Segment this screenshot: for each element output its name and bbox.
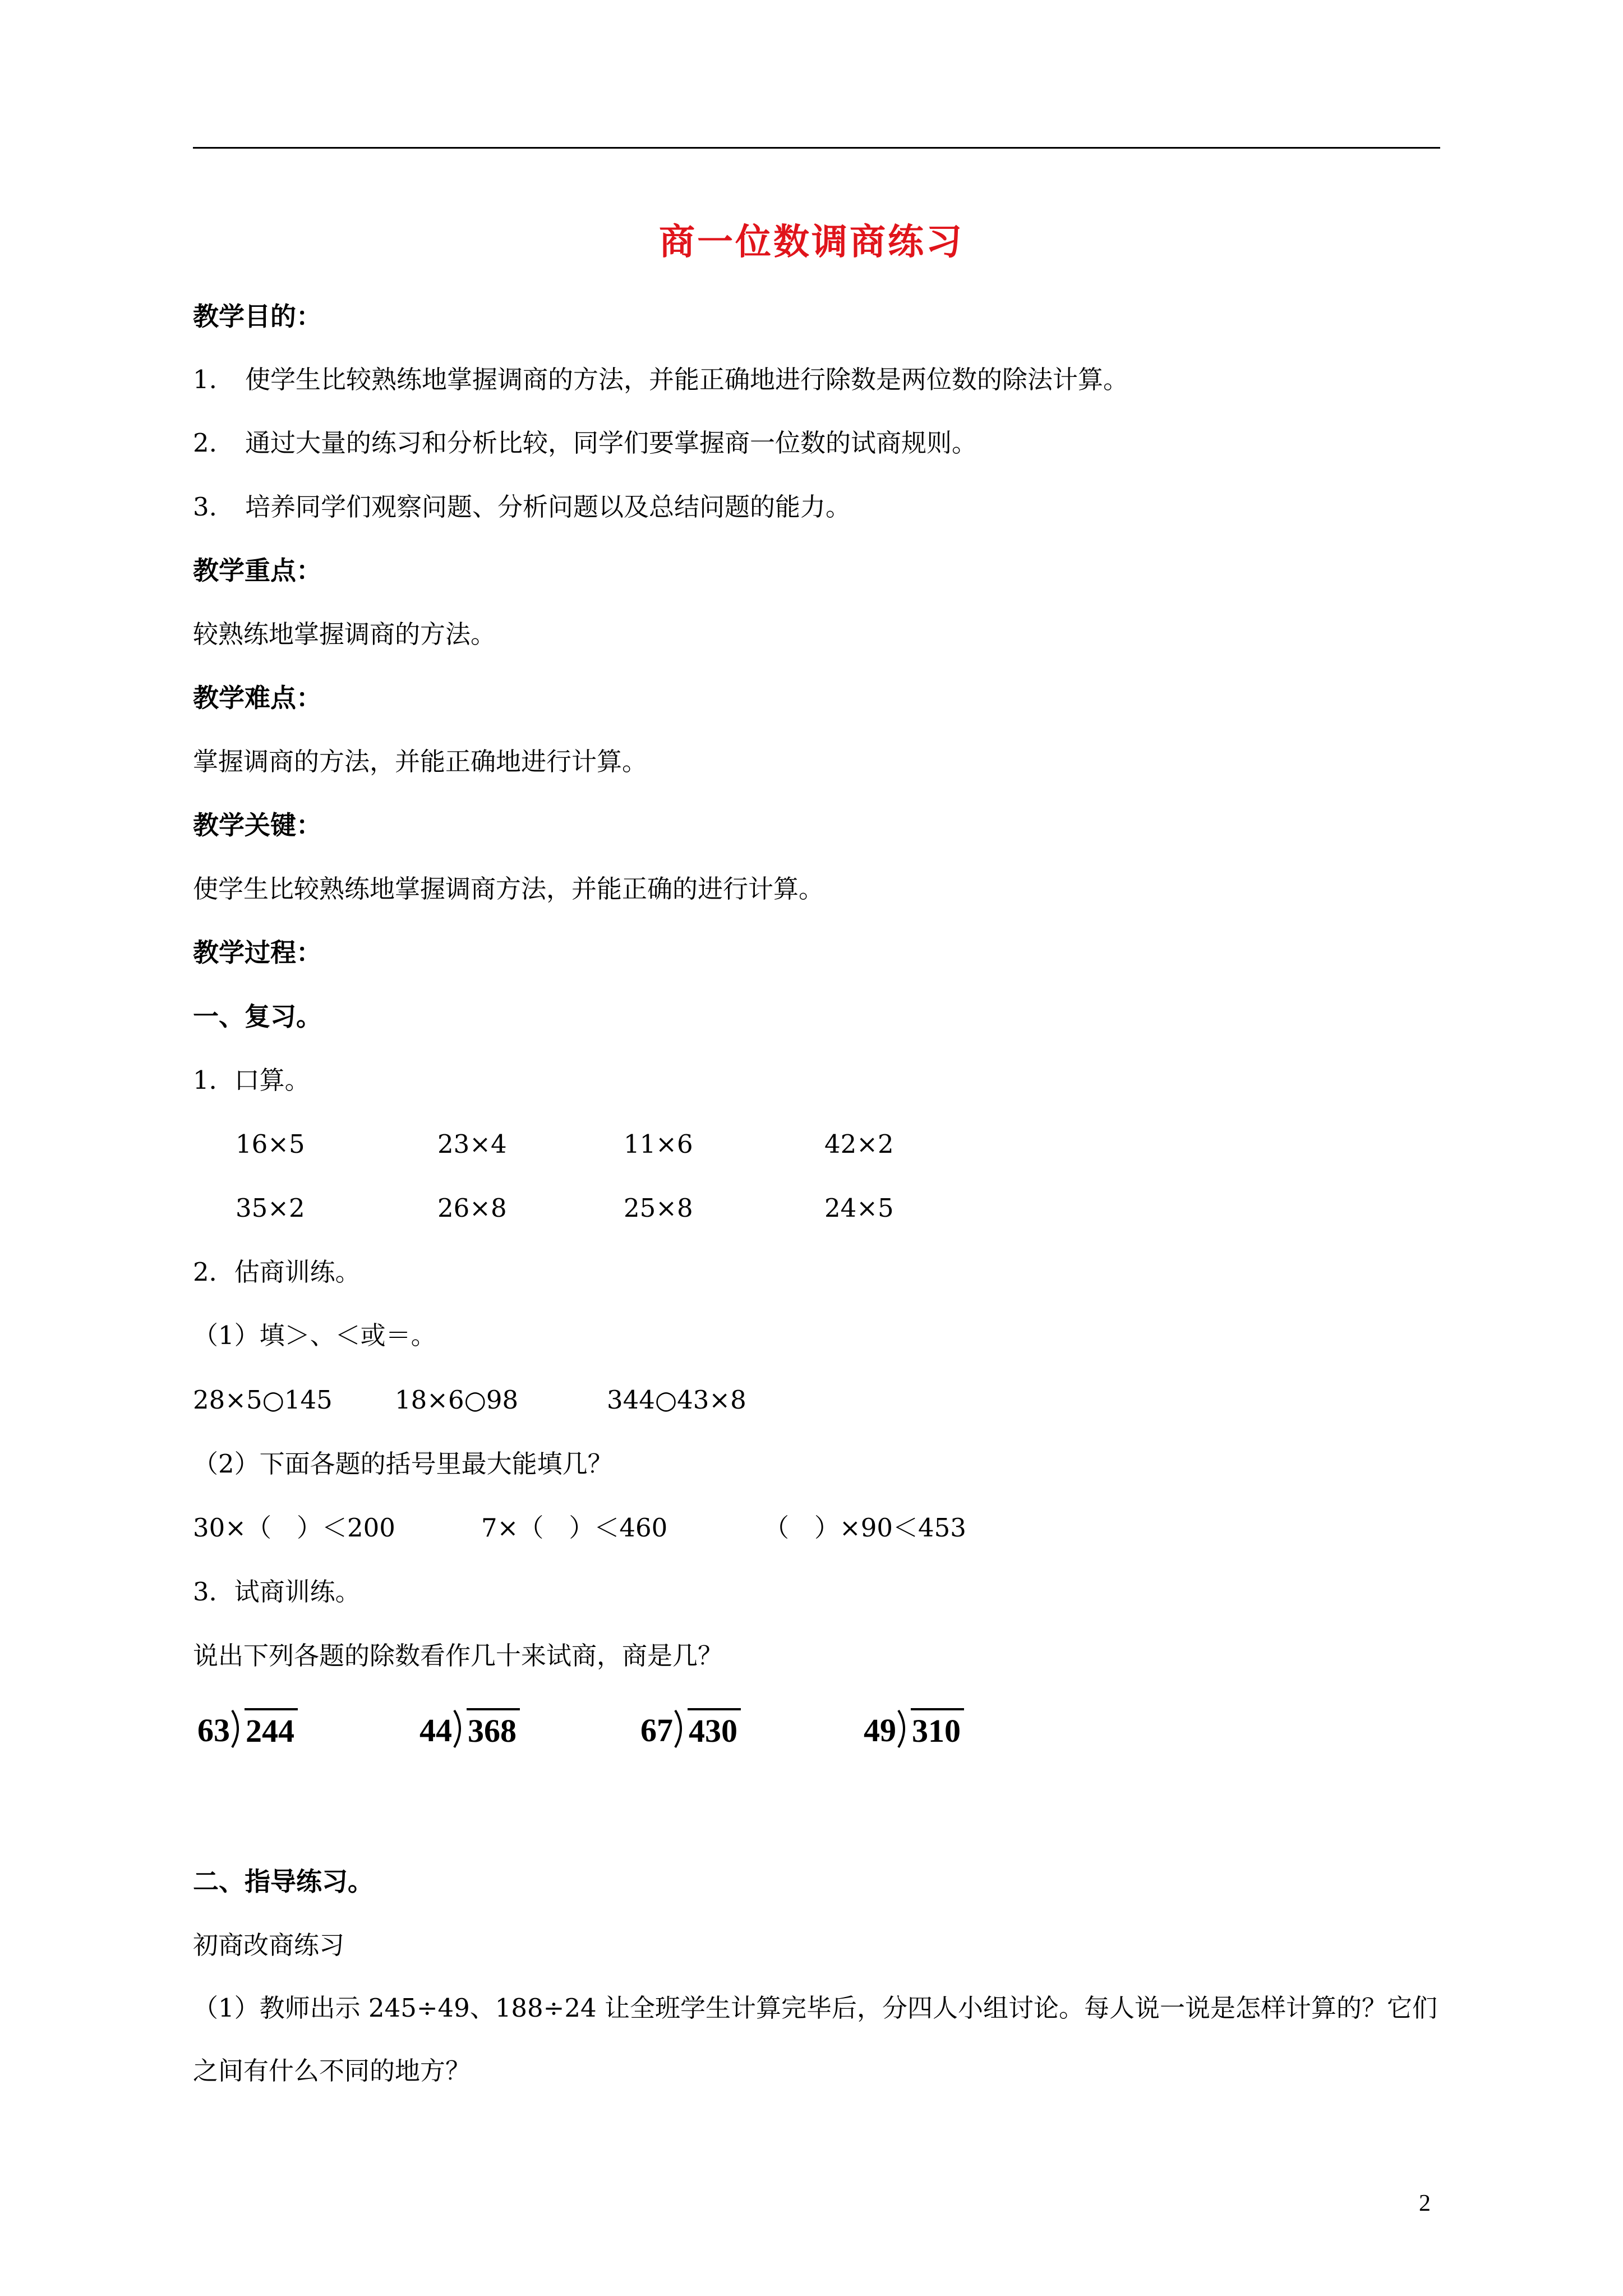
fill-item: 30×（ ）＜200 (193, 1513, 395, 1543)
oral-item: 11×6 (624, 1129, 693, 1159)
division-bracket-icon (230, 1708, 245, 1749)
review-heading: 一、复习。 (193, 1001, 322, 1032)
oral-item: 35×2 (236, 1193, 305, 1223)
oral-item: 23×4 (437, 1129, 507, 1159)
document-title: 商一位数调商练习 (659, 222, 964, 263)
oral-item: 24×5 (824, 1193, 894, 1223)
oral-item: 25×8 (624, 1193, 693, 1223)
compare-item: 344○43×8 (607, 1385, 746, 1415)
objectives-heading: 教学目的： (193, 301, 322, 332)
objective-text: 通过大量的练习和分析比较，同学们要掌握商一位数的试商规则。 (245, 428, 978, 458)
oral-item: 42×2 (824, 1129, 894, 1159)
divisor: 63 (197, 1712, 230, 1749)
divisor: 49 (864, 1712, 896, 1749)
oral-item: 26×8 (437, 1193, 507, 1223)
long-division (197, 1708, 298, 1753)
objective-number: 2. (193, 428, 217, 458)
objective-text: 培养同学们观察问题、分析问题以及总结问题的能力。 (245, 492, 851, 522)
key-point-text: 较熟练地掌握调商的方法。 (193, 619, 496, 649)
divisor: 44 (419, 1712, 452, 1749)
page-number: 2 (1419, 2191, 1431, 2216)
division-bracket-icon (896, 1708, 911, 1749)
dividend: 310 (911, 1708, 964, 1752)
objective-text: 使学生比较熟练地掌握调商的方法，并能正确地进行除数是两位数的除法计算。 (245, 365, 1129, 394)
header-rule (193, 147, 1440, 149)
fill-item: 7×（ ）＜460 (481, 1513, 668, 1543)
objective-number: 1. (193, 365, 217, 394)
compare-item: 28×5○145 (193, 1385, 333, 1415)
division-bracket-icon (673, 1708, 688, 1749)
trial-label: 3．试商训练。 (193, 1577, 361, 1607)
dividend: 244 (245, 1708, 298, 1752)
long-division (419, 1708, 520, 1753)
oral-item: 16×5 (236, 1129, 305, 1159)
estimate-label: 2．估商训练。 (193, 1257, 361, 1287)
process-heading: 教学过程： (193, 937, 322, 968)
difficulty-heading: 教学难点： (193, 683, 322, 713)
crux-text: 使学生比较熟练地掌握调商方法，并能正确的进行计算。 (193, 874, 824, 904)
crux-heading: 教学关键： (193, 810, 322, 840)
dividend: 368 (467, 1708, 520, 1752)
compare-item: 18×6○98 (395, 1385, 519, 1415)
divisor: 67 (640, 1712, 673, 1749)
dividend: 430 (688, 1708, 741, 1752)
oral-calc-label: 1．口算。 (193, 1065, 310, 1095)
estimate-sub1: （1）填＞、＜或＝。 (193, 1320, 436, 1350)
difficulty-text: 掌握调商的方法，并能正确地进行计算。 (193, 747, 648, 776)
guided-paragraph: （1）教师出示 245÷49、188÷24 让全班学生计算完毕后，分四人小组讨论。每人说一说是怎样计算的？它们之间有什么不同的地方？ (193, 1993, 1437, 2086)
long-division (864, 1708, 964, 1753)
guided-heading: 二、指导练习。 (193, 1866, 374, 1897)
fill-item: （ ）×90＜453 (764, 1513, 966, 1543)
trial-prompt: 说出下列各题的除数看作几十来试商，商是几？ (193, 1641, 723, 1671)
key-point-heading: 教学重点： (193, 555, 322, 586)
long-division (640, 1708, 741, 1753)
guided-subheading: 初商改商练习 (193, 1930, 345, 1960)
objective-number: 3. (193, 492, 217, 522)
estimate-sub2: （2）下面各题的括号里最大能填几？ (193, 1449, 613, 1479)
division-bracket-icon (452, 1708, 467, 1749)
